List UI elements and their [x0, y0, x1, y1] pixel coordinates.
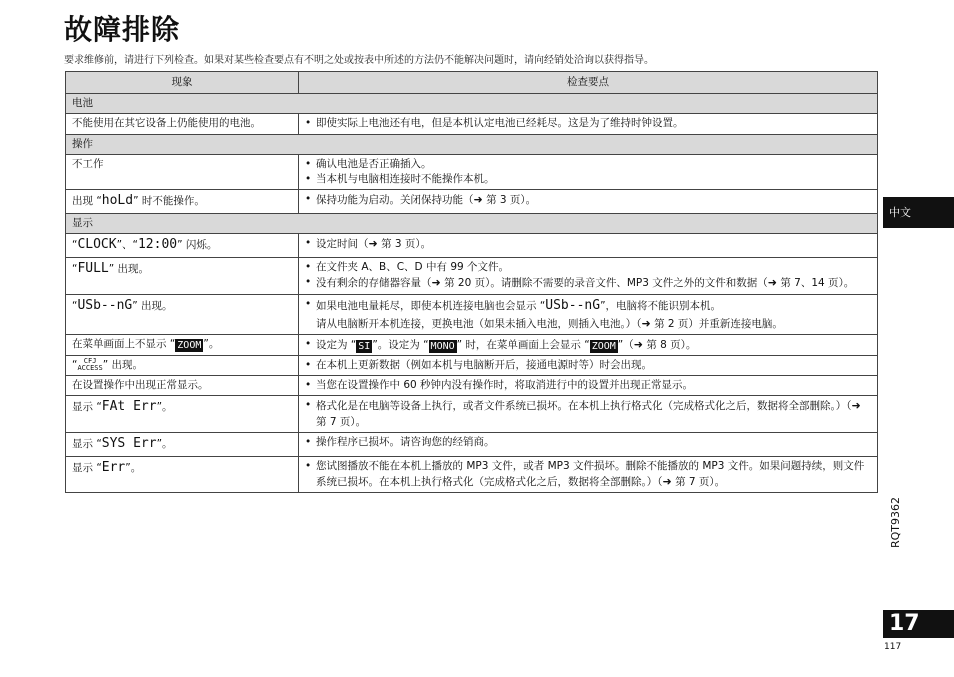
check-item: • 当您在设置操作中 60 秒钟内没有操作时，将取消进行中的设置并出现正常显示。	[305, 378, 871, 393]
troubleshooting-table	[65, 71, 878, 493]
intro-text: 要求维修前，请进行下列检查。如果对某些检查要点有不明之处或按表中所述的方法仍不能解决问题时，请向经销处洽询以获得指导。	[64, 55, 654, 66]
table-row	[66, 294, 878, 334]
section-operation	[66, 134, 878, 154]
lcd-err-text: Err	[101, 459, 126, 475]
table-row	[66, 432, 878, 456]
check-item: • 没有剩余的存储器容量（➜ 第 20 页）。请删除不需要的录音文件、MP3 文件之外的文件和数据（➜ 第 7、14 页）。	[305, 275, 871, 291]
check-item: • 即使实际上电池还有电，但是本机认定电池已经耗尽。这是为了维持时钟设置。	[305, 116, 871, 131]
check-item: • 设定为 “ SI ”。设定为 “ MONO ” 时，在菜单画面上会显示 “ ZOOM ”（➜ 第 8 页）。	[305, 337, 871, 353]
symptom-cell: “ CFJ ACCESS ” 出现。	[66, 355, 299, 375]
lcd-access-icon: CFJ ACCESS	[77, 356, 103, 372]
section-battery	[66, 94, 878, 114]
table-row	[66, 355, 878, 375]
symptom-cell: 显示 “SYS Err”。	[66, 432, 299, 456]
page-title: 故障排除	[64, 13, 181, 46]
document-code: RQT9362	[889, 496, 902, 548]
section-display	[66, 214, 878, 234]
page-ref-link[interactable]: 第 20 页	[444, 277, 486, 290]
section-label: 显示	[66, 214, 878, 234]
arrow-right-icon: ➜	[851, 399, 861, 413]
lcd-clock-text: CLOCK	[77, 237, 117, 253]
section-label: 操作	[66, 134, 878, 154]
lcd-usb-ng-text: USb--nG	[77, 297, 133, 313]
symptom-cell: 在菜单画面上不显示 “ ZOOM ”。	[66, 334, 299, 355]
symptom-cell: 显示 “FAt Err”。	[66, 396, 299, 432]
symptom-cell: “CLOCK”、“12:00” 闪烁。	[66, 234, 299, 258]
lcd-sys-err-text: SYS Err	[101, 435, 157, 451]
page-ref-link[interactable]: 第 3 页	[486, 194, 521, 207]
page-ref-link[interactable]: 第 7 页	[316, 415, 351, 428]
table-row	[66, 154, 878, 189]
lcd-fat-err-text: FAt Err	[101, 399, 157, 415]
check-item: • 保持功能为启动。关闭保持功能（➜ 第 3 页）。	[305, 192, 871, 208]
arrow-right-icon: ➜	[662, 474, 672, 488]
table-row	[66, 234, 878, 258]
page-ref-link[interactable]: 第 7 页	[675, 475, 710, 488]
col-header-phenomenon: 现象	[66, 72, 299, 94]
page-ref-link[interactable]: 第 3 页	[381, 238, 416, 251]
check-item: • 在本机上更新数据（例如本机与电脑断开后，接通电源时等）时会出现。	[305, 358, 871, 373]
page-number-small: 117	[884, 642, 902, 652]
symptom-cell: 出现 “hoLd” 时不能操作。	[66, 190, 299, 214]
page-ref-link[interactable]: 第 8 页	[646, 338, 681, 351]
page-number: 17	[883, 610, 954, 638]
check-cell	[299, 456, 878, 492]
symptom-cell: “FULL” 出现。	[66, 258, 299, 294]
check-cell	[299, 396, 878, 432]
mono-indicator-icon: MONO	[430, 340, 455, 352]
symptom-cell: 不能使用在其它设备上仍能使用的电池。	[66, 114, 299, 134]
lcd-usb-ng-text: USb--nG	[545, 297, 601, 313]
check-item-continuation: 请从电脑断开本机连接，更换电池（如果未插入电池，则插入电池。）（➜ 第 2 页）并重新连接电脑。	[316, 316, 783, 330]
arrow-right-icon: ➜	[641, 316, 651, 330]
symptom-cell: “USb--nG” 出现。	[66, 294, 299, 334]
arrow-right-icon: ➜	[767, 276, 777, 290]
check-item: • 设定时间（➜ 第 3 页）。	[305, 236, 871, 252]
symptom-cell: 不工作	[66, 154, 299, 189]
check-cell	[299, 355, 878, 375]
language-tab: 中文	[883, 197, 954, 228]
lcd-hold-text: hoLd	[101, 193, 134, 209]
arrow-right-icon: ➜	[473, 193, 483, 207]
lcd-full-text: FULL	[77, 261, 109, 277]
table-row	[66, 190, 878, 214]
check-cell	[299, 190, 878, 214]
col-header-check: 检查要点	[299, 72, 878, 94]
zoom-indicator-icon: ZOOM	[591, 340, 616, 352]
page-ref-link[interactable]: 第 2 页	[654, 317, 689, 330]
check-cell	[299, 432, 878, 456]
table-row	[66, 396, 878, 432]
check-item: • 确认电池是否正确插入。	[305, 157, 871, 172]
table-row	[66, 376, 878, 396]
arrow-right-icon: ➜	[633, 337, 643, 351]
check-cell	[299, 294, 878, 334]
arrow-right-icon: ➜	[431, 276, 441, 290]
check-item: • 在文件夹 A、B、C、D 中有 99 个文件。	[305, 260, 871, 275]
check-item: • 当本机与电脑相连接时不能操作本机。	[305, 172, 871, 187]
symptom-cell: 在设置操作中出现正常显示。	[66, 376, 299, 396]
page-ref-link[interactable]: 第 7、14 页	[780, 277, 839, 290]
check-cell	[299, 154, 878, 189]
table-header	[66, 72, 878, 94]
check-item: • 如果电池电量耗尽，即使本机连接电脑也会显示 “USb--nG”，电脑将不能识别本机。 请从电脑断开本机连接，更换电池（如果未插入电池，则插入电池。）（➜ 第 2 页）并重新连接电脑。	[305, 297, 871, 332]
check-cell	[299, 234, 878, 258]
arrow-right-icon: ➜	[368, 237, 378, 251]
table-row	[66, 456, 878, 492]
section-label: 电池	[66, 94, 878, 114]
si-indicator-icon: SI	[358, 340, 371, 352]
check-cell	[299, 258, 878, 294]
check-item: • 您试图播放不能在本机上播放的 MP3 文件，或者 MP3 文件损坏。删除不能播放的 MP3 文件。如果问题持续，则文件系统已损坏。在本机上执行格式化（完成格式化之后，数据将全部删除。）（➜ 第 7 页）。	[305, 459, 871, 490]
check-cell	[299, 114, 878, 134]
check-item: • 操作程序已损坏。请咨询您的经销商。	[305, 435, 871, 450]
zoom-indicator-icon: ZOOM	[177, 339, 202, 351]
table-row	[66, 334, 878, 355]
table-row	[66, 258, 878, 294]
table-row	[66, 114, 878, 134]
check-cell	[299, 334, 878, 355]
symptom-cell: 显示 “Err”。	[66, 456, 299, 492]
check-cell	[299, 376, 878, 396]
check-item: • 格式化是在电脑等设备上执行，或者文件系统已损坏。在本机上执行格式化（完成格式化之后，数据将全部删除。）（➜ 第 7 页）。	[305, 398, 871, 429]
lcd-time-text: 12:00	[137, 237, 178, 253]
